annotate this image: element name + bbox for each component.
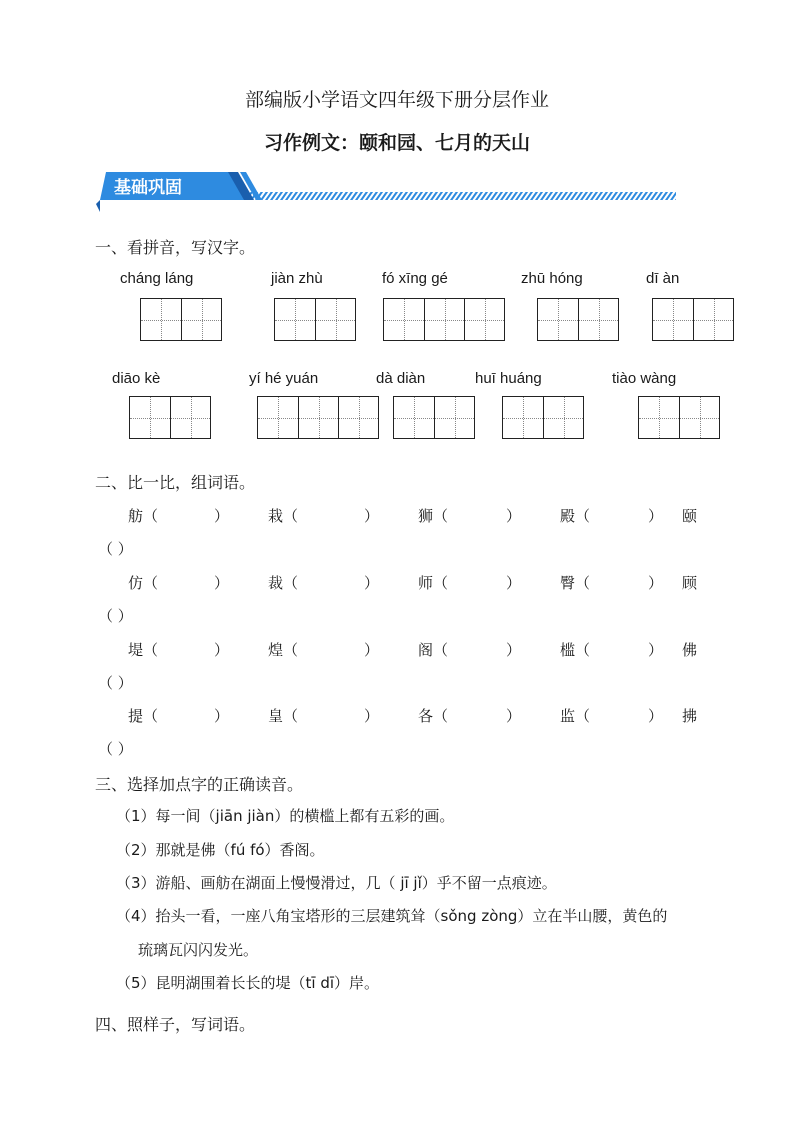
banner-stripe [246,192,676,200]
document-subtitle: 习作例文：颐和园、七月的天山 [263,132,530,154]
writing-grid[interactable] [638,396,720,439]
compare-char: 皇（ [268,707,299,725]
compare-char: 臀（ [560,574,591,592]
compare-char: 裁（ [268,574,299,592]
writing-grid[interactable] [502,396,584,439]
compare-char: 拂 [682,707,698,725]
compare-char: 煌（ [268,641,299,659]
compare-char: 仿（ [128,574,159,592]
document-title: 部编版小学语文四年级下册分层作业 [244,89,549,111]
compare-char: 颐 [682,507,698,525]
compare-char: 栽（ [268,507,299,525]
question-item: （5）昆明湖围着长长的堤（tī dī）岸。 [116,974,380,992]
section4-heading: 四、照样子，写词语。 [95,1015,256,1034]
compare-bracket: ） [506,574,522,592]
compare-bracket: （ ） [98,740,133,758]
compare-bracket: （ ） [98,674,133,692]
compare-bracket: ） [648,707,664,725]
compare-char: 堤（ [128,641,159,659]
writing-grid[interactable] [383,298,505,341]
pinyin-label: zhū hóng [521,270,583,287]
compare-bracket: ） [648,574,664,592]
compare-bracket: ） [214,707,230,725]
section2-heading: 二、比一比，组词语。 [95,473,256,492]
writing-grid[interactable] [129,396,211,439]
compare-char: 舫（ [128,507,159,525]
compare-bracket: ） [648,641,664,659]
compare-bracket: ） [648,507,664,525]
pinyin-label: dī àn [646,270,680,287]
compare-bracket: ） [506,507,522,525]
question-item: （3）游船、画舫在湖面上慢慢滑过，几（ jī jǐ）乎不留一点痕迹。 [116,874,557,892]
section3-heading: 三、选择加点字的正确读音。 [95,775,304,794]
compare-bracket: （ ） [98,607,133,625]
question-item: （2）那就是佛（fú fó）香阁。 [116,841,325,859]
writing-grid[interactable] [537,298,619,341]
pinyin-label: cháng láng [120,270,194,287]
writing-grid[interactable] [140,298,222,341]
compare-bracket: ） [214,641,230,659]
section1-heading: 一、看拼音，写汉字。 [95,238,256,257]
writing-grid[interactable] [257,396,379,439]
question-item: （4）抬头一看，一座八角宝塔形的三层建筑耸（sǒng zòng）立在半山腰，黄色的 [116,907,668,925]
compare-bracket: ） [214,507,230,525]
compare-bracket: ） [364,707,380,725]
compare-bracket: ） [506,641,522,659]
pinyin-label: tiào wàng [612,370,677,387]
compare-bracket: （ ） [98,540,133,558]
compare-char: 师（ [418,574,449,592]
compare-bracket: ） [364,507,380,525]
pinyin-label: fó xīng gé [382,270,448,287]
pinyin-label: huī huáng [475,370,542,387]
writing-grid[interactable] [393,396,475,439]
compare-char: 佛 [682,641,698,659]
compare-char: 顾 [682,574,698,592]
compare-char: 槛（ [560,641,591,659]
compare-char: 阁（ [418,641,449,659]
question-item: （1）每一间（jiān jiàn）的横槛上都有五彩的画。 [116,807,455,825]
question-item-continued: 琉璃瓦闪闪发光。 [138,941,259,959]
section-banner [96,170,676,212]
compare-bracket: ） [364,641,380,659]
compare-bracket: ） [364,574,380,592]
pinyin-label: diāo kè [112,370,161,387]
banner-fold [96,200,100,212]
compare-char: 提（ [128,707,159,725]
compare-bracket: ） [506,707,522,725]
compare-bracket: ） [214,574,230,592]
compare-char: 监（ [560,707,591,725]
compare-char: 各（ [418,707,449,725]
writing-grid[interactable] [652,298,734,341]
writing-grid[interactable] [274,298,356,341]
pinyin-label: yí hé yuán [249,370,319,387]
banner-label: 基础巩固 [114,178,182,198]
compare-char: 殿（ [560,507,591,525]
pinyin-label: dà diàn [376,370,426,387]
compare-char: 狮（ [418,507,449,525]
pinyin-label: jiàn zhù [271,270,323,287]
